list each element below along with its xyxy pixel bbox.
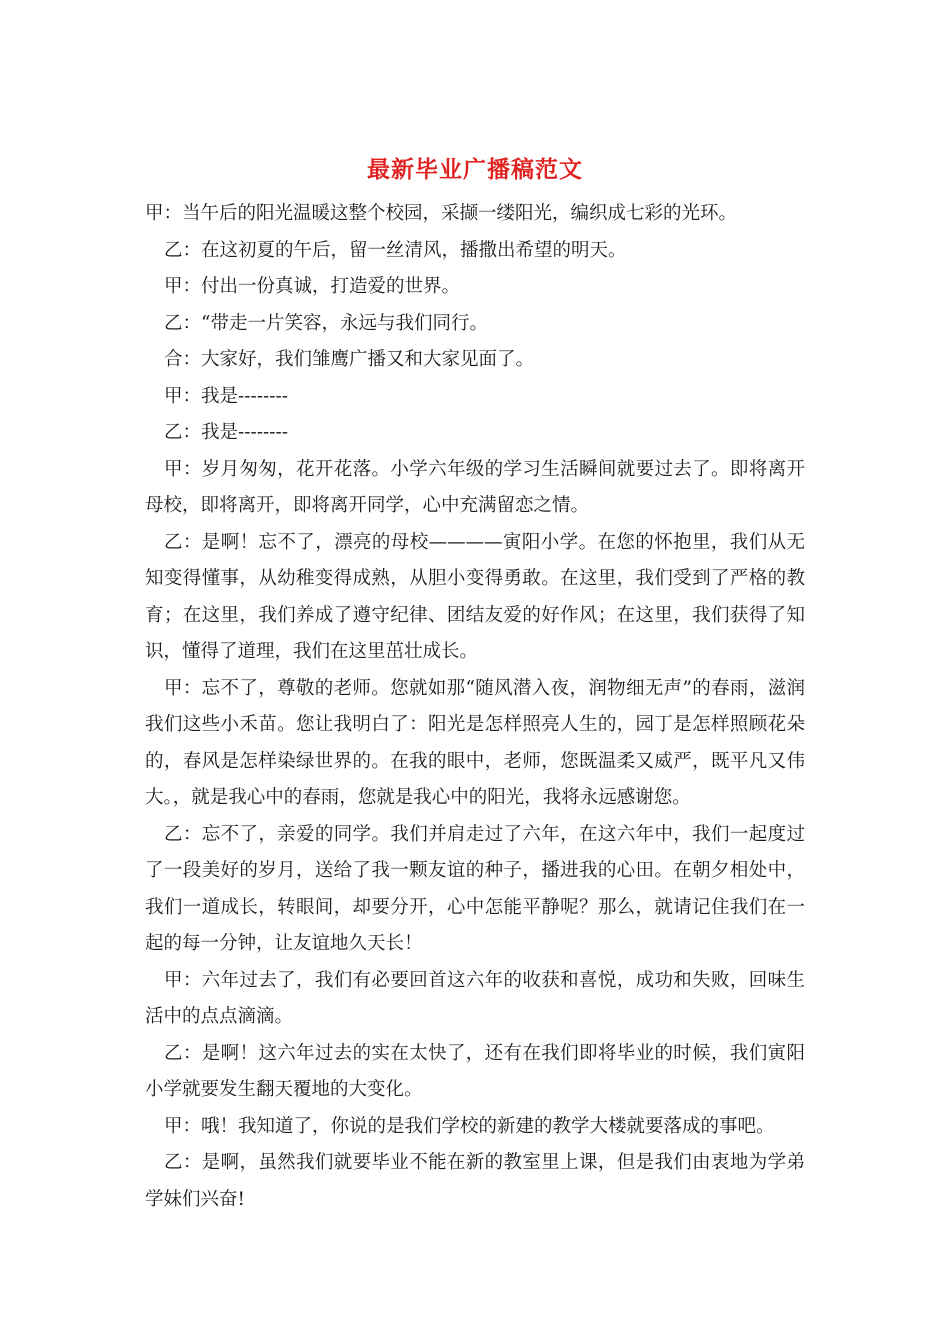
paragraph: 甲：当午后的阳光温暖这整个校园，采撷一缕阳光，编织成七彩的光环。 bbox=[145, 203, 738, 224]
paragraph: 乙：是啊！忘不了，漂亮的母校————寅阳小学。在您的怀抱里，我们从无知变得懂事，从幼稚变得成熟，从胆小变得勇敢。在这里，我们受到了严格的教育；在这里，我们养成了遵守纪律、团结友爱的好作风；在这里，我们获得了知识，懂得了道理，我们在这里茁壮成长。 bbox=[145, 531, 805, 662]
paragraph: 乙：我是-------- bbox=[164, 422, 289, 443]
paragraph: 乙：“带走一片笑容，永远与我们同行。 bbox=[164, 312, 488, 334]
document-title: 最新毕业广播稿范文 bbox=[367, 156, 583, 183]
paragraph: 甲：付出一份真诚，打造爱的世界。 bbox=[164, 276, 461, 297]
paragraph: 乙：在这初夏的午后，留一丝清风，播撒出希望的明天。 bbox=[164, 239, 627, 261]
paragraph: 合：大家好，我们雏鹰广播又和大家见面了。 bbox=[164, 349, 535, 370]
paragraph: 甲：忘不了，尊敬的老师。您就如那“随风潜入夜，润物细无声”的春雨，滋润我们这些小禾苗。您让我明白了：阳光是怎样照亮人生的，园丁是怎样照顾花朵的，春风是怎样染绿世界的。在我的眼中，老师，您既温柔又威严，既平凡又伟大。，就是我心中的春雨，您就是我心中的阳光，我将永远感谢您。 bbox=[145, 677, 805, 808]
paragraph: 乙：是啊，虽然我们就要毕业不能在新的教室里上课，但是我们由衷地为学弟学妹们兴奋! bbox=[145, 1152, 805, 1210]
paragraph: 乙：是啊！这六年过去的实在太快了，还有在我们即将毕业的时候，我们寅阳小学就要发生翻天覆地的大变化。 bbox=[145, 1042, 805, 1100]
paragraph: 甲：我是-------- bbox=[164, 385, 289, 407]
document-body bbox=[145, 196, 805, 1218]
paragraph: 乙：忘不了，亲爱的同学。我们并肩走过了六年，在这六年中，我们一起度过了一段美好的岁月，送给了我一颗友谊的种子，播进我的心田。在朝夕相处中，我们一道成长，转眼间，却要分开，心中怎能平静呢？那么，就请记住我们在一起的每一分钟，让友谊地久天长！ bbox=[145, 823, 805, 954]
paragraph: 甲：哦！我知道了，你说的是我们学校的新建的教学大楼就要落成的事吧。 bbox=[164, 1115, 775, 1137]
paragraph: 甲：岁月匆匆，花开花落。小学六年级的学习生活瞬间就要过去了。即将离开母校，即将离开，即将离开同学，心中充满留恋之情。 bbox=[145, 458, 805, 516]
paragraph: 甲：六年过去了，我们有必要回首这六年的收获和喜悦，成功和失败，回味生活中的点点滴滴。 bbox=[145, 969, 805, 1027]
